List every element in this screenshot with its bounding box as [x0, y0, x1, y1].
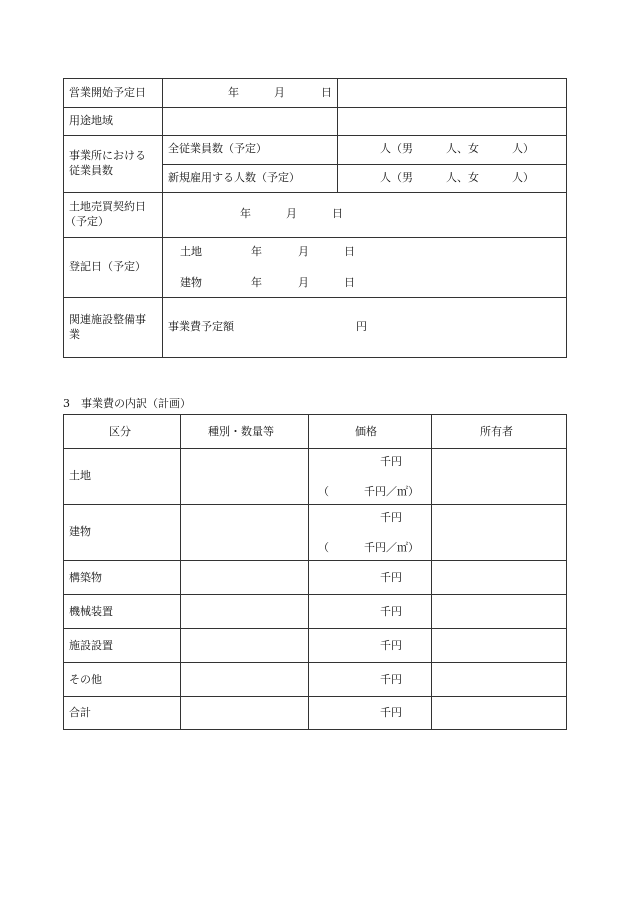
start-date-year: 年: [228, 86, 239, 99]
machinery-price-unit: 千円: [380, 605, 402, 618]
start-date-label: 営業開始予定日: [69, 86, 146, 99]
registration-land-day: 日: [344, 245, 355, 258]
facilities-price-unit: 千円: [380, 639, 402, 652]
row-category-machinery: 機械装置: [69, 605, 113, 618]
start-date-extra-field[interactable]: [338, 79, 566, 107]
facility-cost-label: 事業費予定額: [168, 320, 234, 333]
land-per-sqm-open: （: [318, 485, 329, 498]
land-contract-label-line1: 土地売買契約日: [69, 200, 146, 213]
header-owner: 所有者: [480, 425, 513, 438]
building-per-sqm: 千円／㎡）: [364, 541, 419, 554]
facility-cost-input[interactable]: [240, 312, 352, 340]
header-price: 価格: [355, 425, 377, 438]
facility-cost-unit: 円: [356, 320, 367, 333]
registration-building-year: 年: [251, 276, 262, 289]
new-hires-value[interactable]: 人（男 人、女 人）: [380, 171, 534, 184]
registration-land-month: 月: [298, 245, 309, 258]
facility-label-line1: 関連施設整備事: [69, 313, 146, 326]
new-hires-label: 新規雇用する人数（予定）: [168, 171, 300, 184]
zoning-extra-field[interactable]: [338, 108, 566, 135]
registration-building-month: 月: [298, 276, 309, 289]
start-date-input[interactable]: [163, 79, 337, 107]
registration-building-label: 建物: [180, 276, 202, 289]
registration-label: 登記日（予定）: [69, 260, 146, 273]
start-date-month: 月: [274, 86, 285, 99]
building-per-sqm-open: （: [318, 541, 329, 554]
zoning-label: 用途地域: [69, 114, 113, 127]
section3-heading: 3 事業費の内訳（計画）: [63, 397, 191, 410]
land-contract-month: 月: [286, 207, 297, 220]
land-contract-day: 日: [332, 207, 343, 220]
header-category: 区分: [109, 425, 131, 438]
total-employees-value[interactable]: 人（男 人、女 人）: [380, 142, 534, 155]
total-price-unit: 千円: [380, 706, 402, 719]
registration-building-day: 日: [344, 276, 355, 289]
row-category-structures: 構築物: [69, 571, 102, 584]
employees-label-line1: 事業所における: [69, 149, 146, 162]
row-category-building: 建物: [69, 525, 91, 538]
registration-land-year: 年: [251, 245, 262, 258]
other-price-unit: 千円: [380, 673, 402, 686]
start-date-day: 日: [321, 86, 332, 99]
land-price-unit: 千円: [380, 455, 402, 468]
land-contract-date-input[interactable]: [163, 193, 566, 237]
facility-label-line2: 業: [69, 328, 80, 341]
row-category-facilities: 施設設置: [69, 639, 113, 652]
row-category-land: 土地: [69, 469, 91, 482]
building-price-unit: 千円: [380, 511, 402, 524]
row-category-total: 合計: [69, 706, 91, 719]
row-category-other: その他: [69, 673, 102, 686]
land-contract-label-line2: （予定）: [65, 215, 109, 228]
header-type-quantity: 種別・数量等: [208, 425, 274, 438]
zoning-input[interactable]: [163, 108, 337, 135]
land-contract-year: 年: [240, 207, 251, 220]
registration-land-label: 土地: [180, 245, 202, 258]
employees-label-line2: 従業員数: [69, 164, 113, 177]
land-per-sqm: 千円／㎡）: [364, 485, 419, 498]
total-employees-label: 全従業員数（予定）: [168, 142, 267, 155]
structures-price-unit: 千円: [380, 571, 402, 584]
